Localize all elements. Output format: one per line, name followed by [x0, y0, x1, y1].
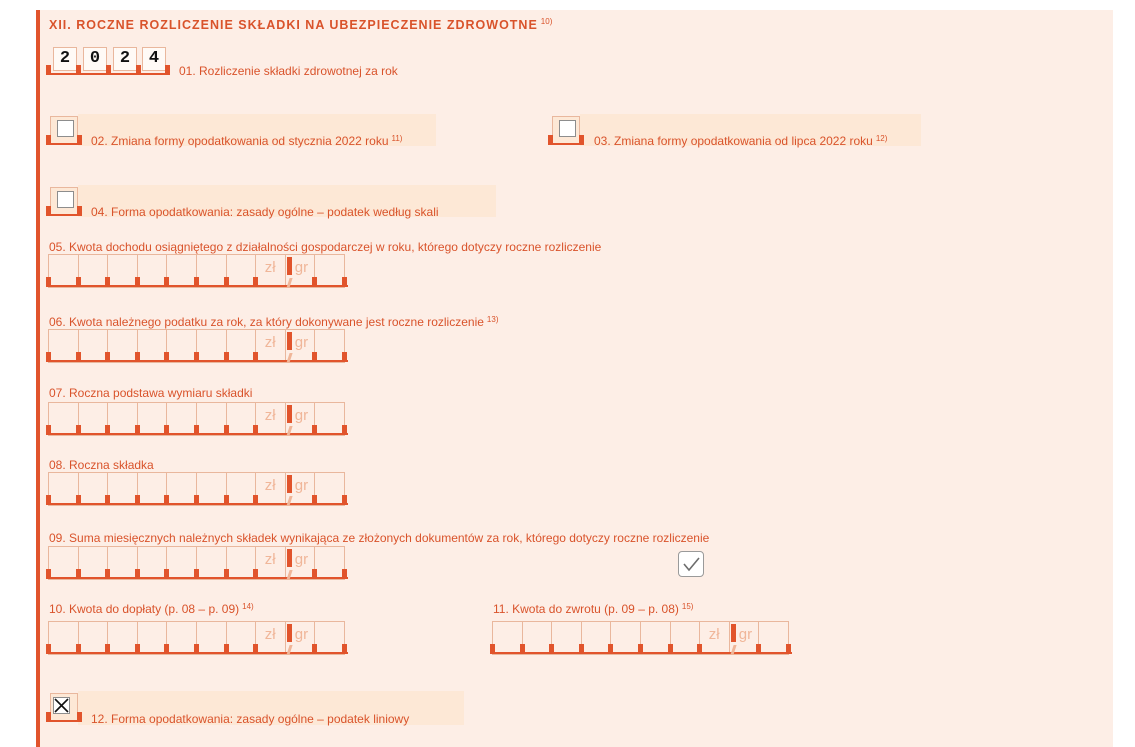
field-02-label-text: 02. Zmiana formy opodatkowania od stycznia 2022 roku [91, 134, 389, 148]
field-tick [638, 644, 643, 653]
field-tick [312, 569, 317, 578]
checkbox-tick [46, 135, 51, 144]
field-08-digit-cell[interactable] [226, 472, 257, 506]
field-10-digit-cell[interactable] [314, 621, 345, 655]
field-tick [520, 644, 525, 653]
field-tick [46, 352, 51, 361]
checkbox-square [57, 120, 74, 137]
field-09-label-text: 09. Suma miesięcznych należnych składek wynikająca ze złożonych dokumentów za rok, którego dotyczy roczne rozliczenie [49, 531, 710, 545]
currency-zl: zł [708, 626, 720, 643]
field-tick [105, 569, 110, 578]
field-09-digit-cell[interactable] [137, 546, 168, 580]
field-11-ref: 15) [681, 602, 694, 611]
zl-gr-separator [731, 624, 736, 642]
currency-zl: zł [264, 334, 276, 351]
zl-gr-separator [287, 624, 292, 642]
field-11-digit-cell[interactable] [581, 621, 612, 655]
field-tick [608, 644, 613, 653]
field-06-digit-cell[interactable] [226, 329, 257, 363]
section-title-ref: 10) [540, 17, 553, 26]
field-tick [135, 644, 140, 653]
field-tick [194, 569, 199, 578]
field-05-digit-cell[interactable] [314, 254, 345, 288]
field-06-digit-cell[interactable] [166, 329, 197, 363]
verify-checkbox[interactable] [678, 551, 704, 577]
year-digit-4[interactable]: 4 [142, 47, 166, 71]
field-10-ref: 14) [242, 602, 254, 611]
currency-gr: gr [294, 407, 309, 424]
field-11-digit-cell[interactable] [758, 621, 789, 655]
field-08-digit-cell[interactable] [48, 472, 79, 506]
field-06-ref: 13) [486, 315, 499, 324]
field-05-digit-cell[interactable] [226, 254, 257, 288]
field-02-ref: 11) [391, 134, 403, 143]
field-tick [224, 644, 229, 653]
currency-zl: zł [264, 407, 276, 424]
field-07-digit-cell[interactable] [196, 402, 227, 436]
field-09-digit-cell[interactable] [107, 546, 138, 580]
field-09-digit-cell[interactable] [78, 546, 109, 580]
field-tick [76, 352, 81, 361]
field-tick [224, 425, 229, 434]
field-tick [579, 644, 584, 653]
field-tick [76, 425, 81, 434]
field-06-digit-cell[interactable] [107, 329, 138, 363]
zl-gr-separator [287, 475, 292, 493]
field-05-label-text: 05. Kwota dochodu osiągniętego z działalności gospodarczej w roku, którego dotyczy roczne rozliczenie [49, 240, 602, 254]
checkmark-icon [679, 552, 703, 576]
field-08-digit-cell[interactable] [107, 472, 138, 506]
field-tick [697, 644, 702, 653]
field-02-label [91, 134, 402, 148]
field-tick [312, 425, 317, 434]
field-10-digit-cell[interactable] [48, 621, 79, 655]
field-tick [194, 277, 199, 286]
year-tick [106, 65, 111, 74]
field-05-digit-cell[interactable] [78, 254, 109, 288]
field-tick [164, 569, 169, 578]
field-tick [105, 644, 110, 653]
field-06-digit-cell[interactable] [196, 329, 227, 363]
field-tick [312, 352, 317, 361]
field-tick [490, 644, 495, 653]
field-tick [194, 425, 199, 434]
field-tick [253, 569, 258, 578]
field-tick [135, 569, 140, 578]
field-tick [342, 495, 347, 504]
field-05-digit-cell[interactable] [166, 254, 197, 288]
currency-gr: gr [294, 477, 309, 494]
field-tick [253, 277, 258, 286]
field-06-digit-cell[interactable] [137, 329, 168, 363]
field-11-digit-cell[interactable] [610, 621, 641, 655]
checkbox-square [57, 191, 74, 208]
field-tick [253, 352, 258, 361]
field-tick [164, 644, 169, 653]
field-11-digit-cell[interactable] [492, 621, 523, 655]
field-12-label: 12. Forma opodatkowania: zasady ogólne – podatek liniowy [91, 712, 410, 726]
section-title-text: XII. ROCZNE ROZLICZENIE SKŁADKI NA UBEZPIECZENIE ZDROWOTNE [49, 18, 538, 32]
checkbox-tick [46, 712, 51, 721]
field-10-digit-cell[interactable] [226, 621, 257, 655]
year-label: 01. Rozliczenie składki zdrowotnej za rok [179, 64, 398, 78]
year-digit-1[interactable]: 2 [53, 47, 77, 71]
year-tick [165, 65, 170, 74]
field-08-label [49, 458, 157, 472]
currency-zl: zł [264, 477, 276, 494]
field-tick [342, 644, 347, 653]
field-tick [342, 352, 347, 361]
field-07-digit-cell[interactable] [314, 402, 345, 436]
field-04-label: 04. Forma opodatkowania: zasady ogólne – podatek według skali [91, 205, 439, 219]
field-tick [135, 277, 140, 286]
field-07-digit-cell[interactable] [137, 402, 168, 436]
field-07-label-text: 07. Roczna podstawa wymiaru składki [49, 386, 253, 400]
field-tick [76, 569, 81, 578]
field-11-digit-cell[interactable] [522, 621, 553, 655]
field-tick [224, 495, 229, 504]
field-tick [164, 352, 169, 361]
field-11-label-text: 11. Kwota do zwrotu (p. 09 – p. 08) [493, 602, 679, 616]
field-05-digit-cell[interactable] [196, 254, 227, 288]
field-tick [76, 644, 81, 653]
field-tick [342, 569, 347, 578]
field-tick [549, 644, 554, 653]
field-tick [342, 425, 347, 434]
field-07-digit-cell[interactable] [166, 402, 197, 436]
field-04-checkbox[interactable] [50, 187, 78, 215]
field-tick [76, 495, 81, 504]
field-09-digit-cell[interactable] [48, 546, 79, 580]
field-05-label [49, 240, 604, 254]
field-tick [135, 425, 140, 434]
field-08-digit-cell[interactable] [137, 472, 168, 506]
section-title [49, 17, 552, 32]
field-08-digit-cell[interactable] [78, 472, 109, 506]
field-tick [46, 425, 51, 434]
field-06-digit-cell[interactable] [314, 329, 345, 363]
field-03-checkbox[interactable] [552, 116, 580, 144]
currency-zl: zł [264, 551, 276, 568]
field-tick [105, 495, 110, 504]
field-tick [253, 644, 258, 653]
field-tick [194, 644, 199, 653]
zl-gr-separator [287, 257, 292, 275]
field-tick [46, 495, 51, 504]
field-09-digit-cell[interactable] [314, 546, 345, 580]
currency-gr: gr [294, 334, 309, 351]
year-tick [46, 65, 51, 74]
year-digit-3[interactable]: 2 [113, 47, 137, 71]
field-tick [342, 277, 347, 286]
field-tick [312, 644, 317, 653]
field-11-digit-cell[interactable] [551, 621, 582, 655]
field-10-label-text: 10. Kwota do dopłaty (p. 08 – p. 09) [49, 602, 240, 616]
year-digit-2[interactable]: 0 [83, 47, 107, 71]
checkbox-tick [548, 135, 553, 144]
field-08-digit-cell[interactable] [166, 472, 197, 506]
field-10-digit-cell[interactable] [78, 621, 109, 655]
field-09-digit-cell[interactable] [166, 546, 197, 580]
field-09-digit-cell[interactable] [226, 546, 257, 580]
field-08-digit-cell[interactable] [196, 472, 227, 506]
field-tick [224, 352, 229, 361]
field-tick [756, 644, 761, 653]
zl-gr-separator [287, 405, 292, 423]
field-07-digit-cell[interactable] [226, 402, 257, 436]
field-06-digit-cell[interactable] [48, 329, 79, 363]
field-11-label [493, 602, 693, 616]
field-07-label [49, 386, 255, 400]
field-tick [253, 495, 258, 504]
currency-zl: zł [264, 626, 276, 643]
year-tick [136, 65, 141, 74]
field-tick [135, 495, 140, 504]
field-10-label [49, 602, 254, 616]
field-tick [76, 277, 81, 286]
field-tick [786, 644, 791, 653]
field-03-ref: 12) [875, 134, 888, 143]
field-tick [253, 425, 258, 434]
field-07-digit-cell[interactable] [78, 402, 109, 436]
field-tick [668, 644, 673, 653]
field-tick [224, 277, 229, 286]
field-tick [105, 425, 110, 434]
field-05-digit-cell[interactable] [107, 254, 138, 288]
checkbox-square [559, 120, 576, 137]
field-06-label [49, 315, 498, 329]
field-tick [312, 495, 317, 504]
field-11-digit-cell[interactable] [640, 621, 671, 655]
field-05-digit-cell[interactable] [48, 254, 79, 288]
zl-gr-separator [287, 332, 292, 350]
field-11-digit-cell[interactable] [670, 621, 701, 655]
field-10-digit-cell[interactable] [196, 621, 227, 655]
field-06-label-text: 06. Kwota należnego podatku za rok, za który dokonywane jest roczne rozliczenie [49, 315, 484, 329]
field-tick [164, 425, 169, 434]
field-tick [105, 277, 110, 286]
field-tick [224, 569, 229, 578]
currency-gr: gr [294, 259, 309, 276]
field-07-digit-cell[interactable] [107, 402, 138, 436]
field-tick [105, 352, 110, 361]
field-03-label-text: 03. Zmiana formy opodatkowania od lipca 2022 roku [594, 134, 873, 148]
currency-gr: gr [738, 626, 753, 643]
field-09-label [49, 531, 712, 545]
field-tick [164, 495, 169, 504]
field-06-digit-cell[interactable] [78, 329, 109, 363]
field-tick [46, 277, 51, 286]
field-05-digit-cell[interactable] [137, 254, 168, 288]
checkbox-tick [77, 135, 82, 144]
checkbox-square [53, 697, 70, 714]
field-tick [46, 644, 51, 653]
field-09-digit-cell[interactable] [196, 546, 227, 580]
field-tick [164, 277, 169, 286]
field-tick [46, 569, 51, 578]
section-left-border [36, 10, 40, 747]
field-12-checkbox[interactable] [50, 693, 78, 721]
currency-zl: zł [264, 259, 276, 276]
field-10-digit-cell[interactable] [166, 621, 197, 655]
currency-gr: gr [294, 626, 309, 643]
field-08-label-text: 08. Roczna składka [49, 458, 154, 472]
currency-gr: gr [294, 551, 309, 568]
field-02-checkbox[interactable] [50, 116, 78, 144]
field-10-digit-cell[interactable] [137, 621, 168, 655]
checkbox-tick [579, 135, 584, 144]
field-tick [194, 495, 199, 504]
field-tick [135, 352, 140, 361]
field-08-digit-cell[interactable] [314, 472, 345, 506]
field-tick [312, 277, 317, 286]
x-mark-icon [54, 698, 69, 713]
year-tick [76, 65, 81, 74]
field-tick [194, 352, 199, 361]
zl-gr-separator [287, 549, 292, 567]
field-10-digit-cell[interactable] [107, 621, 138, 655]
field-03-label [594, 134, 887, 148]
checkbox-tick [77, 712, 82, 721]
field-07-digit-cell[interactable] [48, 402, 79, 436]
checkbox-tick [77, 206, 82, 215]
checkbox-tick [46, 206, 51, 215]
